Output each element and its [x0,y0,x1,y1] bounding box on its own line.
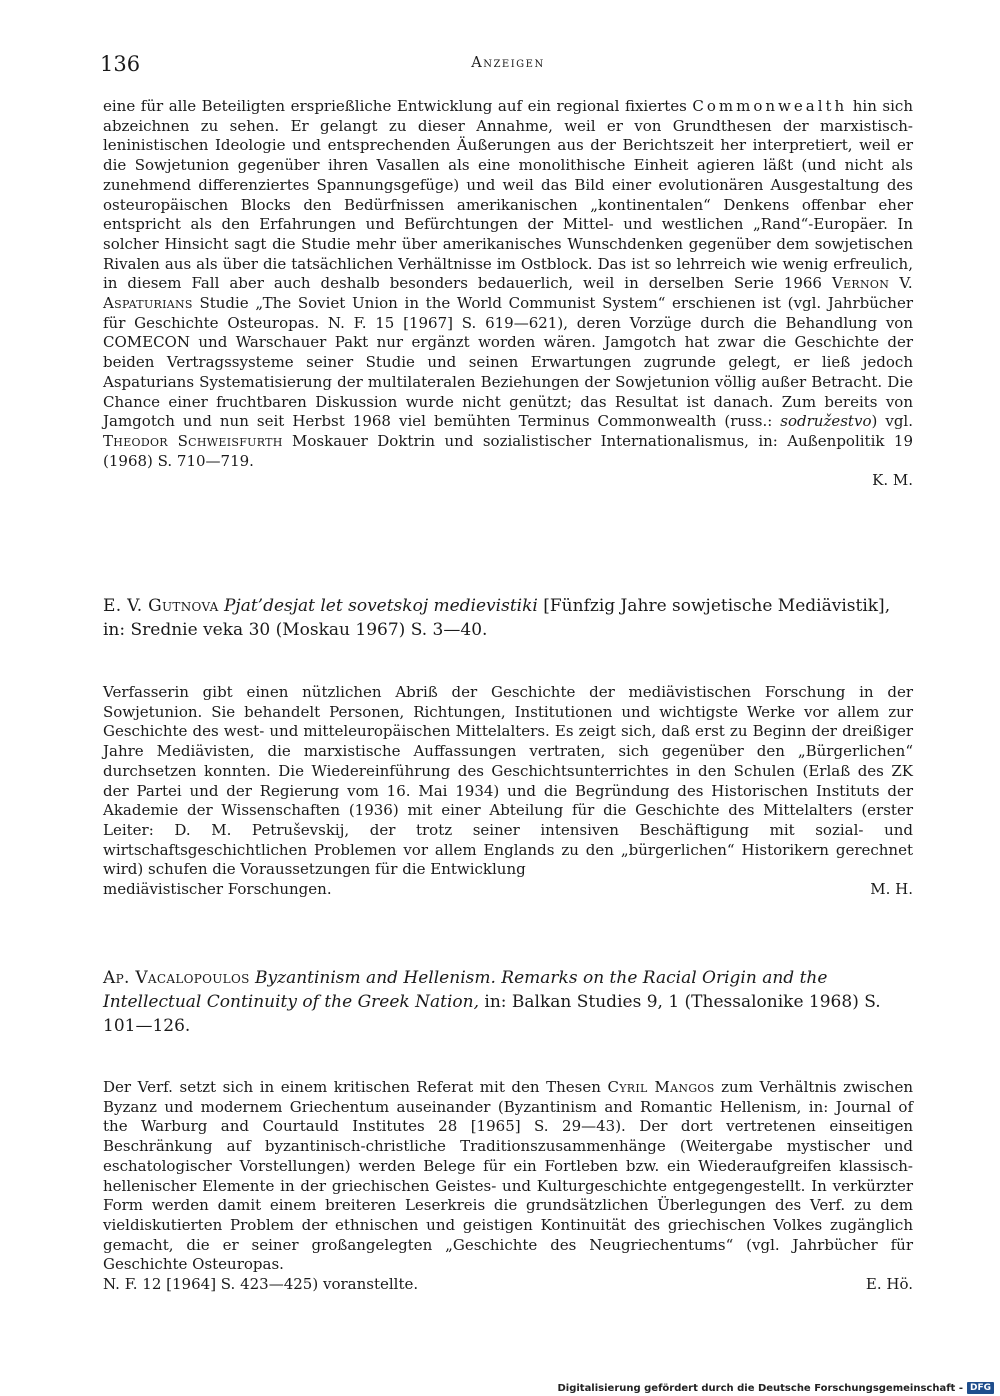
entry-title: Ap. Vacalopoulos Byzantinism and Hellenism. Remarks on the Racial Origin and the Intellectual Continuity of the Greek Nation, in: Balkan Studies 9, 1 (Thessalonike 1968) S. 101—126. [103,968,881,1036]
footer-text: Digitalisierung gefördert durch die Deutsche Forschungsgemeinschaft - [557,1382,963,1394]
entry-vacalopoulos-body [103,1078,913,1295]
author-name: Vernon V. Aspaturians [103,274,913,313]
running-head: Anzeigen [471,55,545,71]
entry-title: E. V. Gutnova Pjat’desjat let sovetskoj medievistiki [Fünfzig Jahre sowjetische Mediävistik], in: Srednie veka 30 (Moskau 1967) S. 3—40. [103,596,891,640]
russian-term: sodružestvo [780,412,872,431]
reviewer-signature: K. M. [872,471,913,490]
page-header [100,52,913,82]
review-paragraph: eine für alle Beteiligten ersprießliche Entwicklung auf ein regional fixiertes Commonwealth hin sich abzeichnen zu sehen. Er gelangt zu dieser Annahme, weil er von Grundthesen der marxistisch-leninistischen Ideologie und entsprechenden Äußerungen aus der Berichtszeit her interpretiert, weil er die Sowjetunion gegenüber ihren Vasallen als eine monolithische Einheit agieren läßt (und nicht als zunehmend differenziertes Spannungsgefüge) und weil das Bild einer evolutionären Ausgestaltung des osteuropäischen Blocks den Bedürfnissen amerikanischen „kontinentalen“ Denkens offenbar eher entspricht als den Erfahrungen und Befürchtungen der Mittel- und westlichen „Rand“-Europäer. In solcher Hinsicht sagt die Studie mehr über amerikanisches Wunschdenken gegenüber dem sowjetischen Rivalen aus als über die tatsächlichen Verhältnisse im Ostblock. Das ist so lehrreich wie wenig erfreulich, in diesem Fall aber auch deshalb besonders bedauerlich, weil in derselben Serie 1966 Vernon V. Aspaturians Studie „The Soviet Union in the World Communist System“ erschienen ist (vgl. Jahrbücher für Geschichte Osteuropas. N. F. 15 [1967] S. 619—621), deren Vorzüge durch die Behandlung von COMECON und Warschauer Pakt nur ergänzt worden wären. Jamgotch hat zwar die Geschichte der beiden Vertragssysteme seiner Studie und seinen Erwartungen zugrunde gelegt, er ließ jedoch Aspaturians Systematisierung der multilateralen Beziehungen der Sowjetunion völlig außer Betracht. Die Chance einer fruchtbaren Diskussion wurde nicht genützt; das Resultat ist danach. Zum bereits von Jamgotch und nun seit Herbst 1968 viel bemühten Terminus Commonwealth (russ.: sodružestvo) vgl. Theodor Schweisfurth Moskauer Doktrin und sozialistischer Internationalismus, in: Außenpolitik 19 (1968) S. 710—719. [103,97,913,470]
dfg-logo-icon: DFG [967,1382,994,1394]
entry-body: Verfasserin gibt einen nützlichen Abriß der Geschichte der mediävistischen Forschung in der Sowjetunion. Sie behandelt Personen, Richtungen, Institutionen und wichtigste Werke vor allem zur Geschichte des west- und mitteleuropäischen Mittelalters. Es zeigt sich, daß erst zu Beginn der dreißiger Jahre Mediävisten, die marxistische Auffassungen vertraten, sich gegenüber den „Bürgerlichen“ durchsetzen konnten. Die Wiedereinführung des Geschichtsunterrichtes in den Schulen (Erlaß des ZK der Partei und der Regierung vom 16. Mai 1934) und die Begründung des Historischen Instituts der Akademie der Wissenschaften (1936) mit einer Abteilung für die Geschichte des Mittelalters (erster Leiter: D. M. Petruševskij, der trotz seiner intensiven Beschäftigung mit sozial- und wirtschaftsgeschichtlichen Problemen vor allem Englands zu den „bürgerlichen“ Historikern gerechnet wird) schufen die Voraussetzungen für die Entwicklung [103,683,913,879]
entry-body: Der Verf. setzt sich in einem kritischen Referat mit den Thesen Cyril Mangos zum Verhältnis zwischen Byzanz und modernem Griechentum auseinander (Byzantinism and Romantic Hellenism, in: Journal of the Warburg and Courtauld Institutes 28 [1965] S. 29—43). Der dort vertretenen einseitigen Beschränkung auf byzantinisch-christliche Traditionszusammenhänge (Weitergabe mystischer und eschatologischer Vorstellungen) werden Belege für ein Fortleben bzw. ein Wiederaufgreifen klassisch-hellenischer Elemente in der griechischen Geistes- und Kulturgeschichte entgegengestellt. In verkürzter Form werden damit einem breiteren Leserkreis die grundsätzlichen Überlegungen des Verf. zu dem vieldiskutierten Problem der ethnischen und geistigen Kontinuität des griechischen Volkes zugänglich gemacht, die er seiner großangelegten „Geschichte des Neugriechentums“ (vgl. Jahrbücher für Geschichte Osteuropas. [103,1078,913,1274]
entry-gutnova [103,594,913,642]
entry-gutnova-body [103,683,913,900]
page-number: 136 [100,52,141,76]
digitization-footer [557,1382,994,1394]
review-continuation [103,97,913,491]
entry-last-line: N. F. 12 [1964] S. 423—425) voranstellte. E. Hö. [103,1275,913,1294]
entry-author: Ap. Vacalopoulos [103,968,250,988]
author-name: Theodor Schweisfurth [103,431,283,450]
entry-author: E. V. Gutnova [103,596,219,616]
reviewer-signature: E. Hö. [865,1275,913,1294]
author-name: Cyril Mangos [607,1078,715,1096]
spaced-term: Commonwealth [692,97,848,115]
entry-last-line: mediävistischer Forschungen. M. H. [103,880,913,899]
entry-title-italic: Pjat’desjat let sovetskoj medievistiki [223,596,538,616]
reviewer-signature: M. H. [870,880,913,899]
entry-vacalopoulos [103,966,913,1038]
entry-title-italic: Byzantinism and Hellenism. Remarks on the Racial Origin and the Intellectual Continuity of the Greek Nation, [103,968,828,1012]
